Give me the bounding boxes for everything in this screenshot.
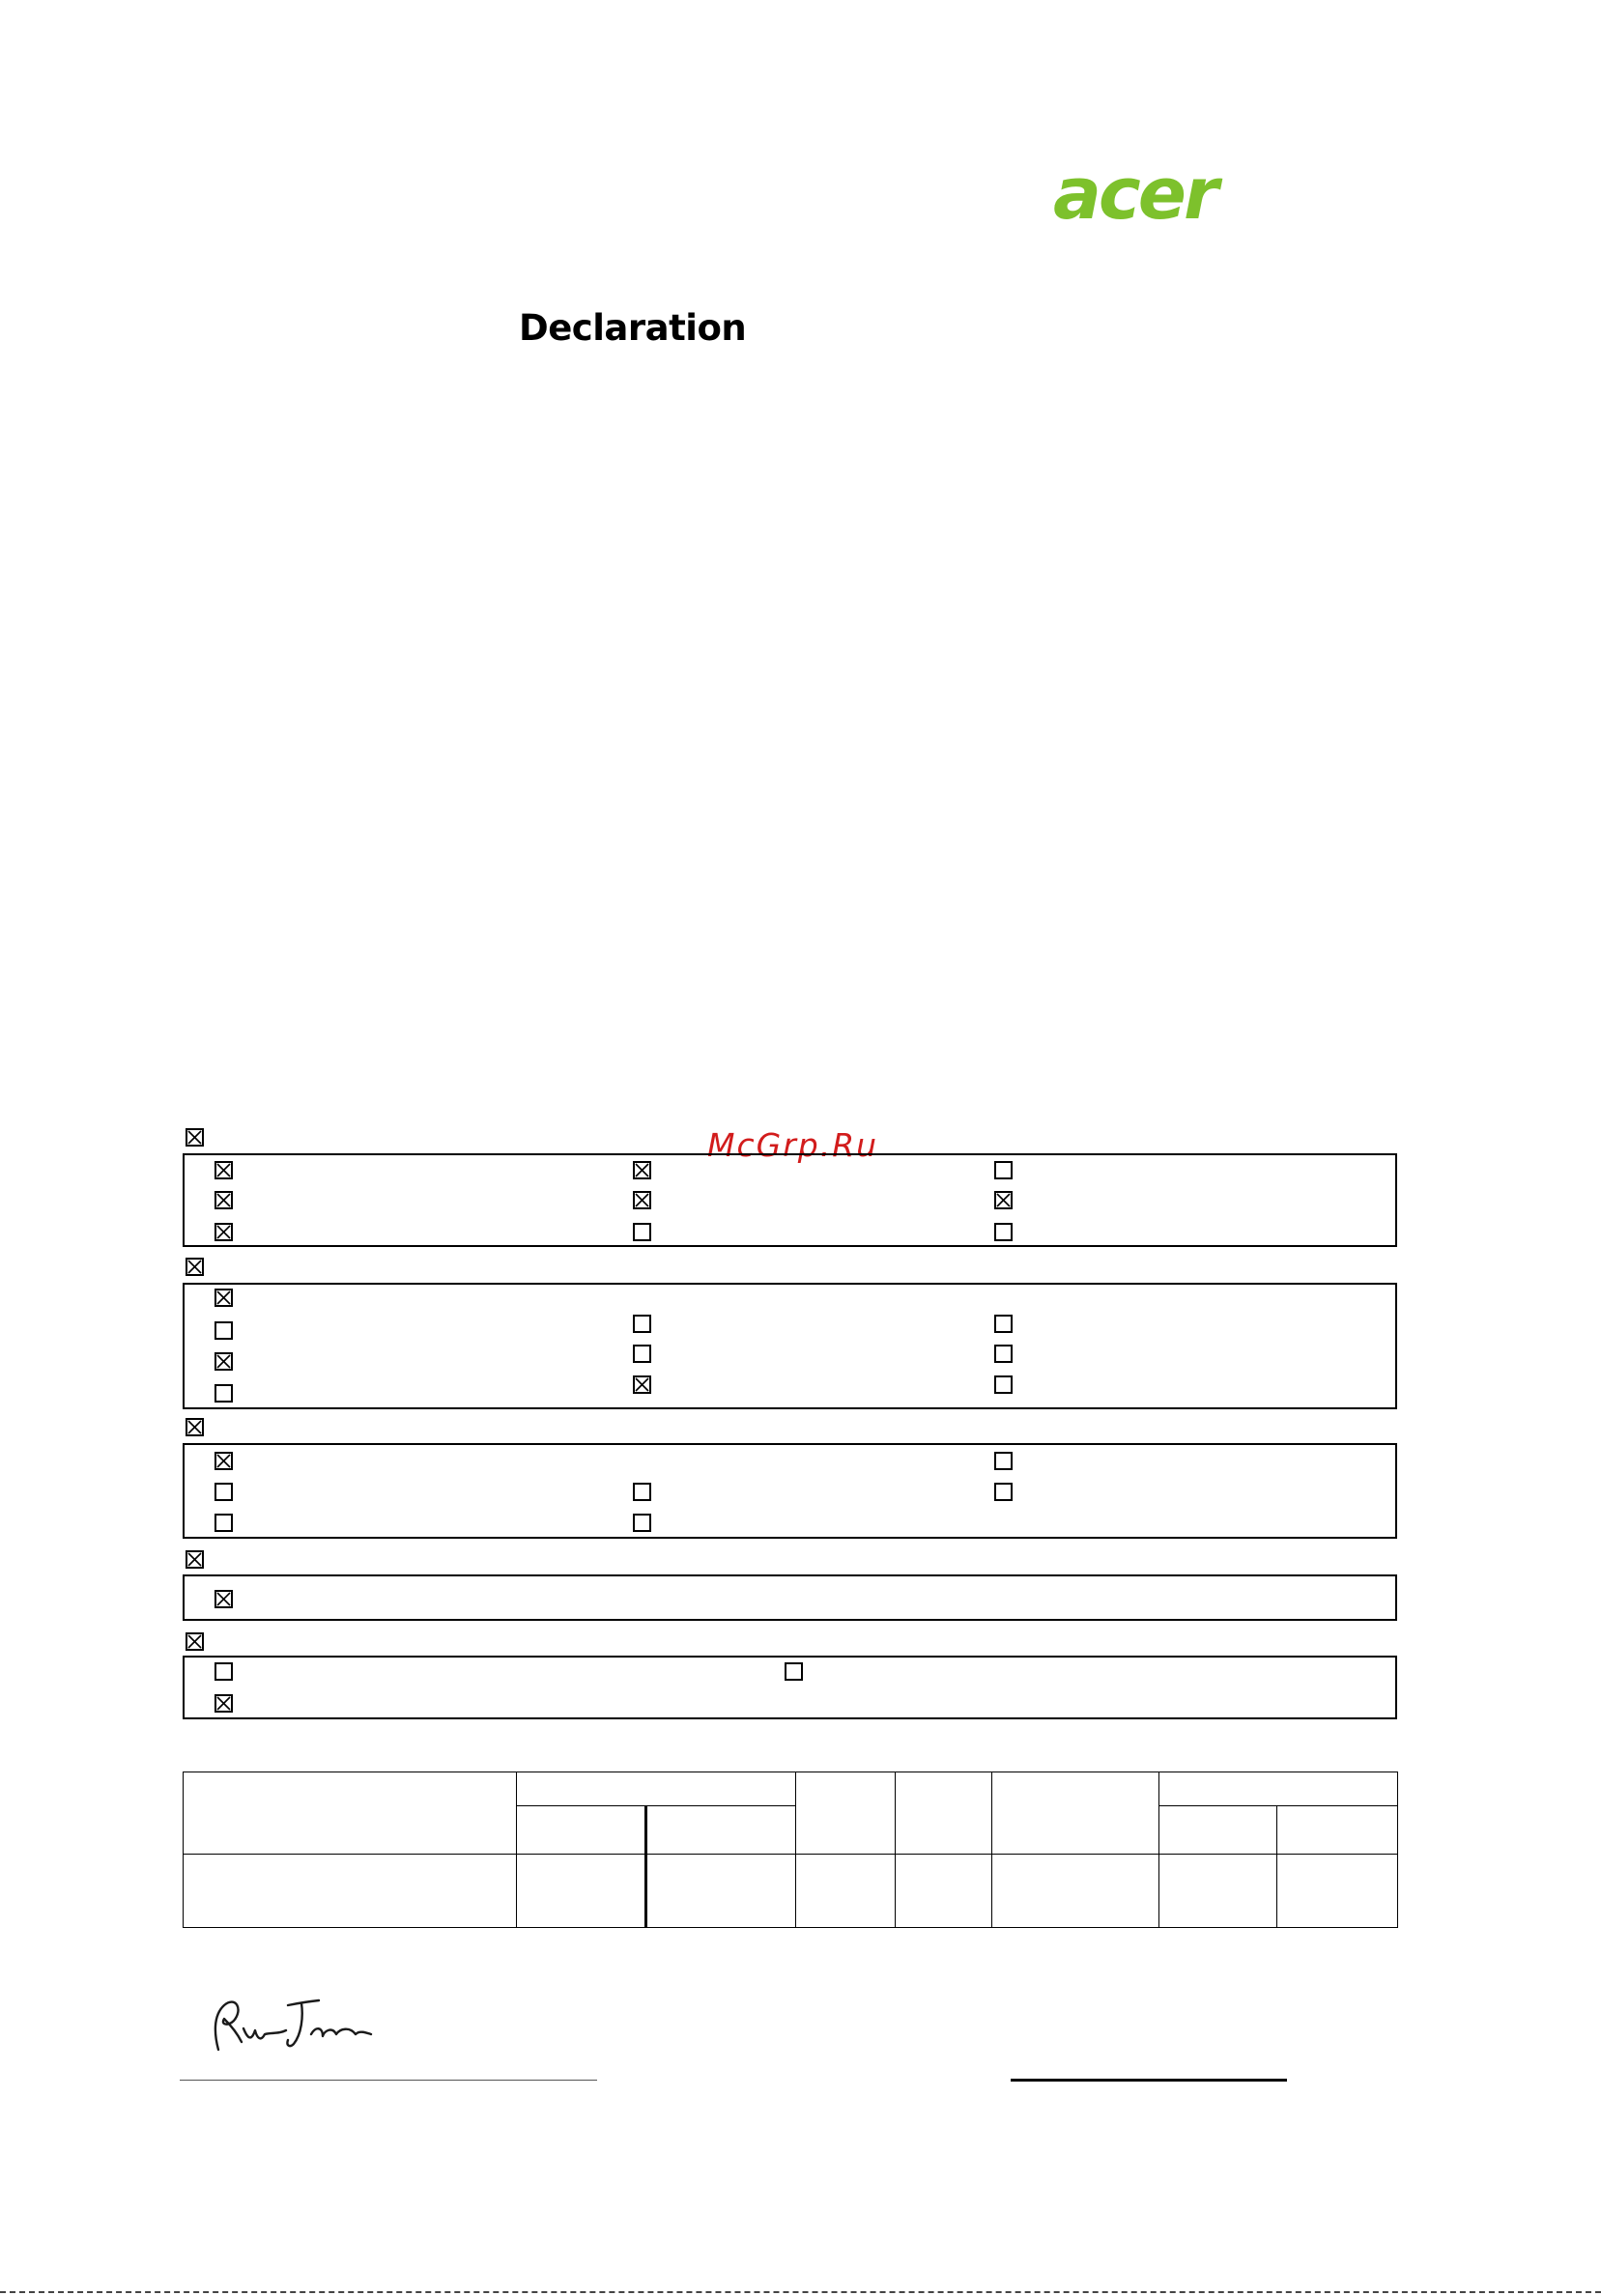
table-cell (1277, 1855, 1398, 1928)
option-checkbox[interactable] (785, 1662, 803, 1681)
option-checkbox[interactable] (214, 1662, 233, 1681)
option-checkbox[interactable] (994, 1315, 1013, 1333)
table-cell (184, 1855, 517, 1928)
acer-logo (1053, 162, 1271, 232)
option-checkbox[interactable] (994, 1452, 1013, 1470)
bottom-rule (0, 2291, 1601, 2293)
table-cell (896, 1855, 992, 1928)
table-cell (517, 1855, 646, 1928)
page-title: Declaration (519, 307, 747, 349)
option-checkbox[interactable] (214, 1191, 233, 1209)
group-header-checkbox[interactable] (186, 1258, 204, 1276)
signature-icon (205, 1992, 374, 2055)
table-cell (1159, 1772, 1398, 1806)
svg-text:acer: acer (1053, 162, 1216, 232)
group-header-checkbox[interactable] (186, 1550, 204, 1569)
option-checkbox[interactable] (633, 1375, 651, 1394)
group-header-checkbox[interactable] (186, 1418, 204, 1436)
option-checkbox[interactable] (633, 1161, 651, 1179)
option-checkbox[interactable] (214, 1514, 233, 1532)
table-cell (1159, 1806, 1277, 1855)
table-row (184, 1855, 1398, 1928)
option-checkbox[interactable] (633, 1223, 651, 1241)
checkbox-group-box (183, 1574, 1397, 1621)
option-checkbox[interactable] (994, 1191, 1013, 1209)
table-cell (646, 1806, 796, 1855)
option-checkbox[interactable] (633, 1315, 651, 1333)
option-checkbox[interactable] (994, 1345, 1013, 1363)
table-cell (184, 1772, 517, 1855)
bottom-table (183, 1772, 1398, 1928)
option-checkbox[interactable] (633, 1345, 651, 1363)
checkbox-group-box (183, 1443, 1397, 1539)
option-checkbox[interactable] (214, 1694, 233, 1713)
option-checkbox[interactable] (214, 1483, 233, 1501)
checkbox-group-box (183, 1283, 1397, 1409)
option-checkbox[interactable] (633, 1191, 651, 1209)
option-checkbox[interactable] (633, 1514, 651, 1532)
option-checkbox[interactable] (994, 1375, 1013, 1394)
option-checkbox[interactable] (214, 1223, 233, 1241)
option-checkbox[interactable] (214, 1161, 233, 1179)
option-checkbox[interactable] (214, 1590, 233, 1608)
table-cell (646, 1855, 796, 1928)
option-checkbox[interactable] (633, 1483, 651, 1501)
date-line (1011, 2079, 1287, 2082)
table-cell (517, 1806, 646, 1855)
option-checkbox[interactable] (994, 1161, 1013, 1179)
table-cell (1159, 1855, 1277, 1928)
option-checkbox[interactable] (214, 1321, 233, 1340)
checkbox-group-box (183, 1153, 1397, 1247)
watermark: McGrp.Ru (707, 1126, 879, 1164)
table-cell (992, 1772, 1159, 1855)
table-cell (992, 1855, 1159, 1928)
table-cell (896, 1772, 992, 1855)
table-cell (796, 1855, 896, 1928)
option-checkbox[interactable] (214, 1384, 233, 1403)
option-checkbox[interactable] (214, 1289, 233, 1307)
option-checkbox[interactable] (994, 1483, 1013, 1501)
table-row (184, 1772, 1398, 1806)
table-cell (517, 1772, 796, 1806)
group-header-checkbox[interactable] (186, 1632, 204, 1651)
group-header-checkbox[interactable] (186, 1128, 204, 1147)
table-cell (1277, 1806, 1398, 1855)
table-cell (796, 1772, 896, 1855)
option-checkbox[interactable] (994, 1223, 1013, 1241)
option-checkbox[interactable] (214, 1452, 233, 1470)
option-checkbox[interactable] (214, 1352, 233, 1371)
signature-line (180, 2080, 597, 2081)
